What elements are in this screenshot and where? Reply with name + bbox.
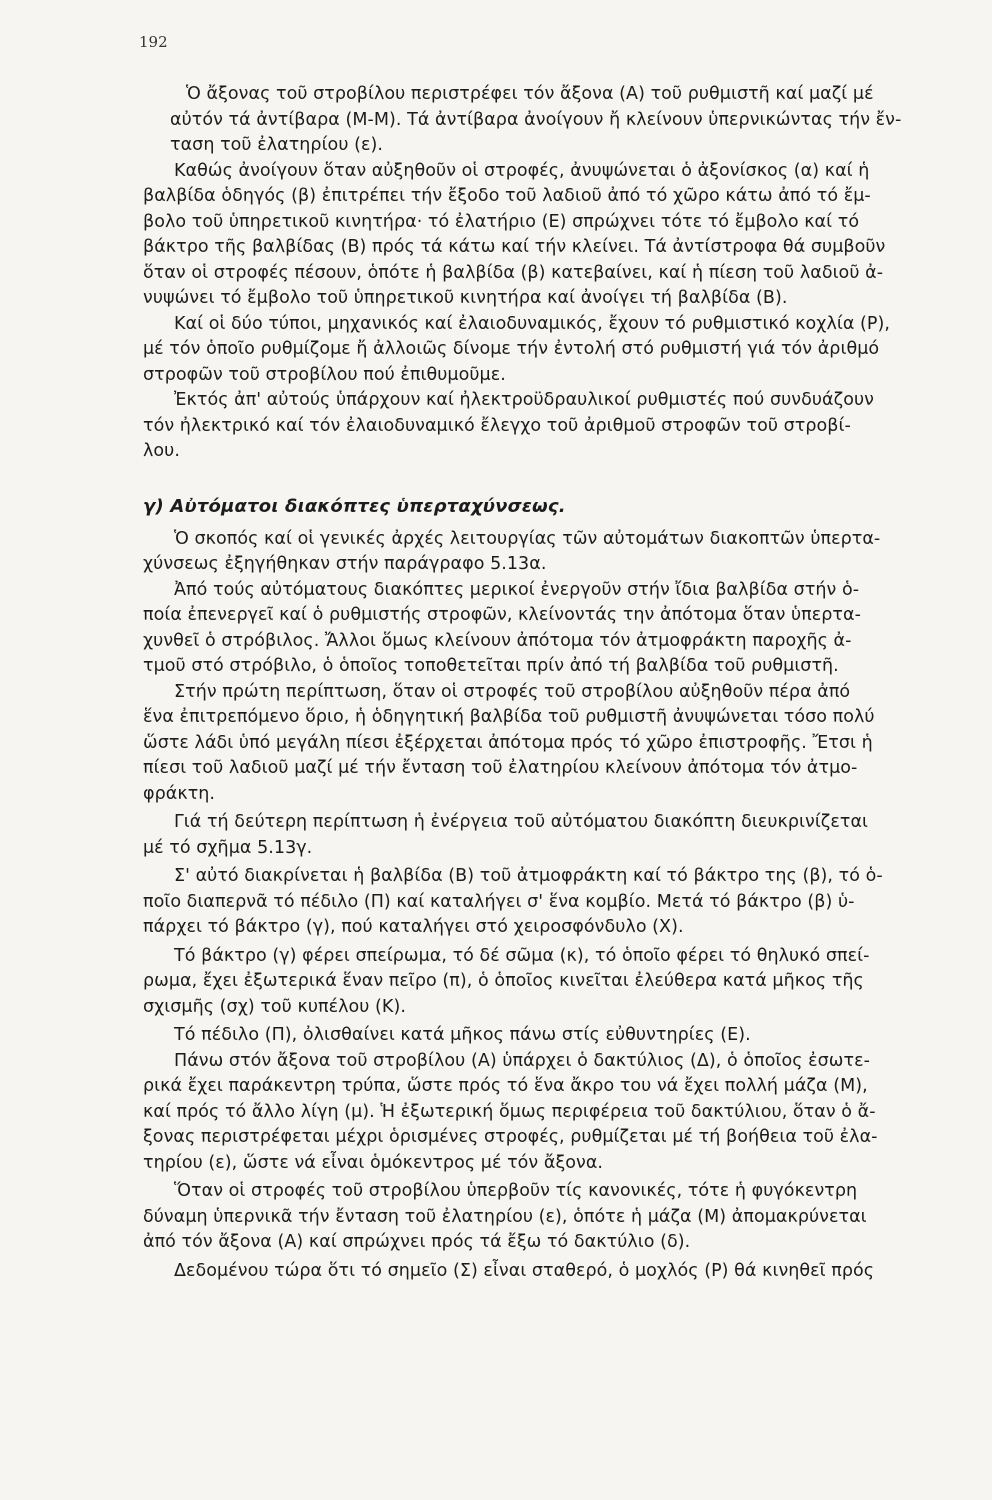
- page-text: [143, 82, 963, 1284]
- text-line: Σ' αὐτό διακρίνεται ἡ βαλβίδα (Β) τοῦ ἀτμοφράκτη καί τό βάκτρο της (β), τό ὁ-: [174, 866, 883, 886]
- text-line: ὥστε λάδι ὑπό μεγάλη πίεσι ἐξέρχεται ἀπότομα πρός τό χῶρο ἐπιστροφῆς. Ἔτσι ἡ: [143, 732, 873, 753]
- text-line: νυψώνει τό ἔμβολο τοῦ ὑπηρετικοῦ κινητήρα καί ἀνοίγει τή βαλβίδα (Β).: [143, 288, 788, 308]
- text-line: Ἀπό τούς αὐτόματους διακόπτες μερικοί ἐνεργοῦν στήν ἴδια βαλβίδα στήν ὁ-: [174, 579, 860, 600]
- paragraph: [143, 1259, 963, 1285]
- text-line: σχισμῆς (σχ) τοῦ κυπέλου (Κ).: [143, 996, 406, 1017]
- text-line: Καί οἱ δύο τύποι, μηχανικός καί ἐλαιοδυναμικός, ἔχουν τό ρυθμιστικό κοχλία (Ρ),: [174, 313, 890, 334]
- text-line: Ὁ ἄξονας τοῦ στροβίλου περιστρέφει τόν ἄξονα (Α) τοῦ ρυθμιστῆ καί μαζί μέ: [186, 84, 874, 104]
- text-line: ἀπό τόν ἄξονα (Α) καί σπρώχνει πρός τά ἔξω τό δακτύλιο (δ).: [143, 1232, 691, 1252]
- text-line: ρικά ἔχει παράκεντρη τρύπα, ὥστε πρός τό ἕνα ἄκρο του νά ἔχει πολλή μάζα (Μ),: [143, 1076, 868, 1096]
- text-line: ταση τοῦ ἐλατηρίου (ε).: [170, 135, 383, 155]
- text-line: Ἐκτός ἀπ' αὐτούς ὑπάρχουν καί ἠλεκτροϋδραυλικοί ρυθμιστές πού συνδυάζουν: [174, 390, 874, 410]
- paragraph: [143, 810, 963, 861]
- section-heading: γ) Αὐτόματοι διακόπτες ὑπερταχύνσεως.: [143, 495, 566, 517]
- paragraph: [143, 1023, 963, 1049]
- text-line: Τό βάκτρο (γ) φέρει σπείρωμα, τό δέ σῶμα (κ), τό ὁποῖο φέρει τό θηλυκό σπεί-: [174, 945, 870, 966]
- text-line: χυνθεῖ ὁ στρόβιλος. Ἄλλοι ὅμως κλείνουν ἀπότομα τόν ἀτμοφράκτη παροχῆς ἀ-: [143, 630, 852, 651]
- paragraph: [143, 82, 963, 159]
- paragraph: [143, 1049, 963, 1177]
- text-line: πάρχει τό βάκτρο (γ), πού καταλήγει στό χειροσφόνδυλο (Χ).: [143, 917, 684, 937]
- text-line: χύνσεως ἐξηγήθηκαν στήν παράγραφο 5.13α.: [143, 554, 547, 574]
- text-line: Τό πέδιλο (Π), ὀλισθαίνει κατά μῆκος πάνω στίς εὐθυντηρίες (Ε).: [174, 1025, 751, 1045]
- text-line: ἕνα ἐπιτρεπόμενο ὅριο, ἡ ὁδηγητική βαλβίδα τοῦ ρυθμιστῆ ἀνυψώνεται τόσο πολύ: [143, 707, 875, 727]
- text-line: Ὅταν οἱ στροφές τοῦ στροβίλου ὑπερβοῦν τίς κανονικές, τότε ἡ φυγόκεντρη: [174, 1181, 858, 1201]
- text-line: ποία ἐπενεργεῖ καί ὁ ρυθμιστής στροφῶν, κλείνοντάς την ἀπότομα ὅταν ὑπερτα-: [143, 605, 861, 625]
- text-line: πίεσι τοῦ λαδιοῦ μαζί μέ τήν ἔνταση τοῦ ἐλατηρίου κλείνουν ἀπότομα τόν ἀτμο-: [143, 758, 858, 778]
- text-line: τμοῦ στό στρόβιλο, ὁ ὁποῖος τοποθετεῖται πρίν ἀπό τή βαλβίδα τοῦ ρυθμιστῆ.: [143, 656, 839, 676]
- text-line: ὅταν οἱ στροφές πέσουν, ὁπότε ἡ βαλβίδα (β) κατεβαίνει, καί ἡ πίεση τοῦ λαδιοῦ ἀ-: [143, 262, 884, 283]
- paragraph: [143, 312, 963, 389]
- paragraph: [143, 1179, 963, 1256]
- paragraph: [143, 578, 963, 680]
- text-line: αὐτόν τά ἀντίβαρα (Μ-Μ). Τά ἀντίβαρα ἀνοίγουν ἤ κλείνουν ὑπερνικώντας τήν ἔν-: [170, 109, 902, 130]
- text-line: καί πρός τό ἄλλο λίγη (μ). Ἡ ἐξωτερική ὅμως περιφέρεια τοῦ δακτύλιου, ὅταν ὁ ἄ-: [143, 1101, 876, 1122]
- text-line: ρωμα, ἔχει ἐξωτερικά ἕναν πεῖρο (π), ὁ ὁποῖος κινεῖται ἐλεύθερα κατά μῆκος τῆς: [143, 971, 864, 991]
- text-line: στροφῶν τοῦ στροβίλου πού ἐπιθυμοῦμε.: [143, 364, 506, 385]
- text-line: βαλβίδα ὁδηγός (β) ἐπιτρέπει τήν ἔξοδο τοῦ λαδιοῦ ἀπό τό χῶρο κάτω ἀπό τό ἔμ-: [143, 186, 871, 206]
- text-line: ξονας περιστρέφεται μέχρι ὁρισμένες στροφές, ρυθμίζεται μέ τή βοήθεια τοῦ ἐλα-: [143, 1127, 878, 1147]
- text-line: τόν ἠλεκτρικό καί τόν ἐλαιοδυναμικό ἔλεγχο τοῦ ἀριθμοῦ στροφῶν τοῦ στροβί-: [143, 415, 851, 436]
- text-line: ποῖο διαπερνᾶ τό πέδιλο (Π) καί καταλήγει σ' ἕνα κομβίο. Μετά τό βάκτρο (β) ὑ-: [143, 891, 855, 912]
- text-line: Γιά τή δεύτερη περίπτωση ἡ ἐνέργεια τοῦ αὐτόματου διακόπτη διευκρινίζεται: [174, 812, 869, 832]
- text-line: δύναμη ὑπερνικᾶ τήν ἔνταση τοῦ ἐλατηρίου (ε), ὁπότε ἡ μάζα (Μ) ἀπομακρύνεται: [143, 1206, 867, 1227]
- text-line: Πάνω στόν ἄξονα τοῦ στροβίλου (Α) ὑπάρχει ὁ δακτύλιος (Δ), ὁ ὁποῖος ἐσωτε-: [174, 1050, 870, 1071]
- paragraph: [143, 944, 963, 1021]
- text-line: τηρίου (ε), ὥστε νά εἶναι ὁμόκεντρος μέ τόν ἄξονα.: [143, 1152, 604, 1173]
- text-line: βολο τοῦ ὑπηρετικοῦ κινητήρα· τό ἐλατήριο (Ε) σπρώχνει τότε τό ἔμβολο καί τό: [143, 211, 860, 232]
- text-line: λου.: [143, 441, 180, 461]
- text-line: βάκτρο τῆς βαλβίδας (Β) πρός τά κάτω καί τήν κλείνει. Τά ἀντίστροφα θά συμβοῦν: [143, 237, 886, 257]
- text-line: μέ τό σχῆμα 5.13γ.: [143, 837, 313, 858]
- text-line: Στήν πρώτη περίπτωση, ὅταν οἱ στροφές τοῦ στροβίλου αὐξηθοῦν πέρα ἀπό: [174, 681, 851, 702]
- text-line: φράκτη.: [143, 783, 216, 804]
- text-line: μέ τόν ὁποῖο ρυθμίζομε ἤ ἀλλοιῶς δίνομε τήν ἐντολή στό ρυθμιστή γιά τόν ἀριθμό: [143, 339, 880, 359]
- paragraph: [143, 388, 963, 465]
- text-line: Ὁ σκοπός καί οἱ γενικές ἀρχές λειτουργίας τῶν αὐτομάτων διακοπτῶν ὑπερτα-: [174, 528, 881, 549]
- page-number: 192: [139, 33, 168, 51]
- text-line: Καθώς ἀνοίγουν ὅταν αὐξηθοῦν οἱ στροφές, ἀνυψώνεται ὁ ἀξονίσκος (α) καί ἡ: [174, 160, 870, 181]
- paragraph: [143, 159, 963, 312]
- paragraph: [143, 864, 963, 941]
- paragraph: [143, 680, 963, 808]
- text-line: Δεδομένου τώρα ὅτι τό σημεῖο (Σ) εἶναι σταθερό, ὁ μοχλός (Ρ) θά κινηθεῖ πρός: [174, 1260, 875, 1281]
- paragraph: [143, 527, 963, 578]
